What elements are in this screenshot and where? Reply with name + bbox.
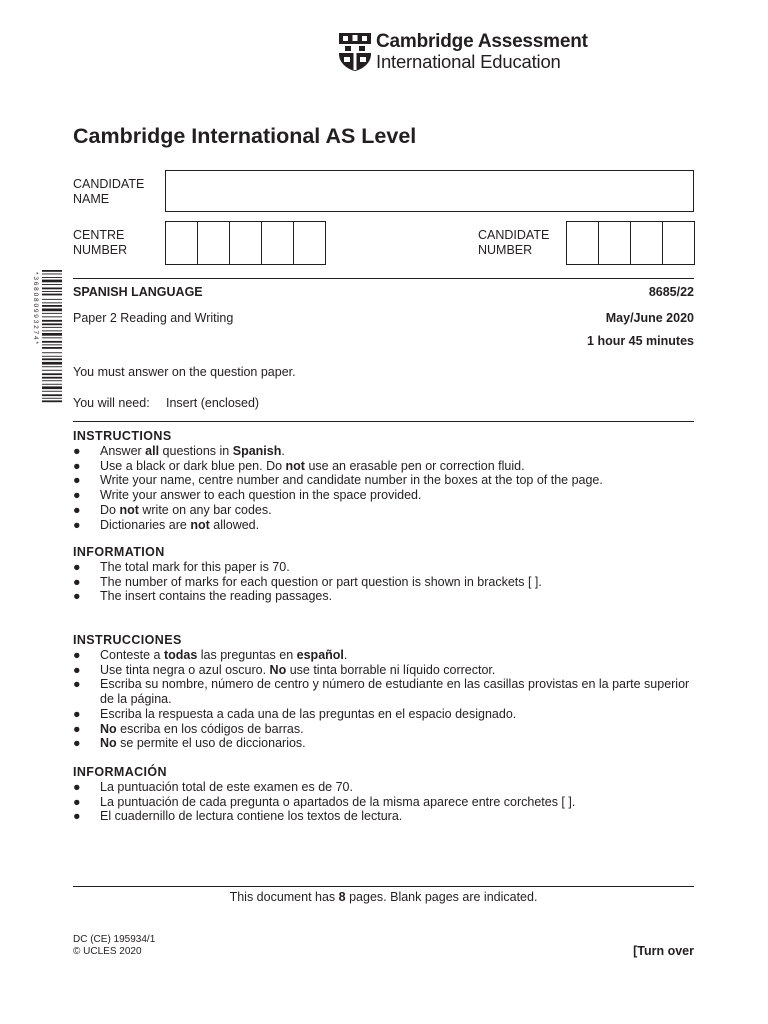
bullet-icon: ● <box>73 458 81 473</box>
exam-duration: 1 hour 45 minutes <box>587 334 694 348</box>
candidate-name-field[interactable] <box>165 170 694 212</box>
list-item: ● Conteste a todas las preguntas en español. <box>73 648 348 662</box>
centre-number-digit-box[interactable] <box>294 222 325 264</box>
barcode-digits: * 3 6 8 0 8 0 9 9 3 2 7 4 * <box>32 272 39 344</box>
barcode-bar <box>42 294 62 296</box>
need-value: Insert (enclosed) <box>166 396 260 410</box>
cambridge-shield-icon <box>338 32 372 72</box>
barcode-bar <box>42 280 62 283</box>
barcode-bar <box>42 288 62 290</box>
instrucciones-section <box>73 633 700 751</box>
exam-session: May/June 2020 <box>605 311 694 325</box>
list-item: ● No escriba en los códigos de barras. <box>73 721 304 736</box>
list-item: ● Escriba la respuesta a cada una de las preguntas en el espacio designado. <box>73 706 517 721</box>
informacion-heading: INFORMACIÓN <box>73 765 167 779</box>
barcode-bar <box>42 352 62 353</box>
list-item: ● Do not write on any bar codes. <box>73 502 272 517</box>
instrucciones-heading: INSTRUCCIONES <box>73 633 182 647</box>
bullet-icon: ● <box>73 574 81 589</box>
barcode-bar <box>42 309 62 312</box>
barcode-bar <box>42 373 62 375</box>
barcode-bar <box>42 305 62 307</box>
list-item: ● No se permite el uso de diccionarios. <box>73 736 306 751</box>
barcode-bar <box>42 327 62 328</box>
barcode-bar <box>42 384 62 385</box>
list-item: ● Dictionaries are not allowed. <box>73 517 260 532</box>
barcode-bar <box>42 362 62 365</box>
candidate-number-field[interactable] <box>566 221 695 265</box>
barcode-bar <box>42 391 62 392</box>
candidate-number-digit-box[interactable] <box>631 222 663 264</box>
syllabus-code: 8685/22 <box>648 285 694 299</box>
barcode-bar <box>42 284 62 285</box>
list-item: ● The total mark for this paper is 70. <box>73 560 290 574</box>
list-item: ● La puntuación de cada pregunta o apartados de la misma aparece entre corchetes [ ]. <box>73 794 576 809</box>
barcode-bar <box>42 341 62 343</box>
barcode-bar <box>42 302 62 303</box>
bullet-icon: ● <box>73 662 81 677</box>
informacion-list <box>73 780 700 824</box>
list-item: ● The insert contains the reading passages. <box>73 589 333 604</box>
bullet-icon: ● <box>73 560 81 574</box>
barcode-bar <box>42 313 62 314</box>
barcode-bar <box>42 394 62 396</box>
barcode-bar <box>42 398 62 399</box>
bullet-icon: ● <box>73 502 81 517</box>
barcode-bar <box>42 386 62 389</box>
bullet-icon: ● <box>73 780 81 794</box>
barcode-bar <box>42 274 62 275</box>
barcode-bar <box>42 330 62 331</box>
information-section <box>73 545 700 604</box>
centre-number-label: CENTRE NUMBER <box>73 228 128 257</box>
barcode-bar <box>42 291 62 292</box>
information-list <box>73 560 700 604</box>
instructions-list <box>73 444 700 532</box>
turn-over-note: [Turn over <box>633 944 694 958</box>
information-heading: INFORMATION <box>73 545 165 559</box>
list-item: ● Use a black or dark blue pen. Do not use an erasable pen or correction fluid. <box>73 458 525 473</box>
divider-top <box>73 278 694 279</box>
list-item: ● Answer all questions in Spanish. <box>73 444 285 458</box>
bullet-icon: ● <box>73 589 81 604</box>
centre-number-digit-box[interactable] <box>230 222 262 264</box>
candidate-name-label: CANDIDATE NAME <box>73 177 145 206</box>
bullet-icon: ● <box>73 794 81 809</box>
candidate-number-digit-box[interactable] <box>599 222 631 264</box>
bullet-icon: ● <box>73 677 81 692</box>
barcode-bar <box>42 380 62 381</box>
candidate-number-label: CANDIDATE NUMBER <box>478 228 550 257</box>
barcode-bar <box>42 333 62 336</box>
bullet-icon: ● <box>73 721 81 736</box>
divider-middle <box>73 421 694 422</box>
bullet-icon: ● <box>73 706 81 721</box>
barcode-bar <box>42 337 62 338</box>
list-item: ● Escriba su nombre, número de centro y número de estudiante en las casillas provistas en la parte superior de la página. <box>73 677 690 707</box>
list-item: ● Write your name, centre number and candidate number in the boxes at the top of the page. <box>73 473 603 488</box>
list-item: ● Use tinta negra o azul oscuro. No use tinta borrable ni líquido corrector. <box>73 662 496 677</box>
bullet-icon: ● <box>73 488 81 503</box>
barcode-bar <box>42 356 62 357</box>
centre-number-digit-box[interactable] <box>166 222 198 264</box>
instructions-section <box>73 429 700 532</box>
instructions-heading: INSTRUCTIONS <box>73 429 172 443</box>
barcode-bar <box>42 377 62 379</box>
list-item: ● Write your answer to each question in the space provided. <box>73 488 422 503</box>
barcode-bar <box>42 358 62 360</box>
barcode-bar <box>42 344 62 345</box>
qualification-title: Cambridge International AS Level <box>73 124 417 148</box>
cambridge-logo <box>338 32 588 72</box>
need-label: You will need: <box>73 396 150 410</box>
barcode-bar <box>42 316 62 317</box>
barcode <box>30 270 62 406</box>
centre-number-digit-box[interactable] <box>198 222 230 264</box>
copyright: © UCLES 2020 <box>73 946 142 957</box>
barcode-bar <box>42 270 62 272</box>
list-item: ● The number of marks for each question or part question is shown in brackets [ ]. <box>73 574 542 589</box>
list-item: ● El cuadernillo de lectura contiene los textos de lectura. <box>73 809 403 824</box>
barcode-bar <box>42 400 62 402</box>
barcode-bar <box>42 323 62 325</box>
centre-number-field[interactable] <box>165 221 326 265</box>
barcode-bar <box>42 366 62 367</box>
candidate-number-digit-box[interactable] <box>663 222 694 264</box>
centre-number-digit-box[interactable] <box>262 222 294 264</box>
page-count-note: This document has 8 pages. Blank pages are indicated. <box>229 890 538 904</box>
bullet-icon: ● <box>73 444 81 458</box>
subject-name: SPANISH LANGUAGE <box>73 285 203 299</box>
barcode-bar <box>42 370 62 371</box>
answer-note: You must answer on the question paper. <box>73 365 296 379</box>
informacion-section <box>73 765 700 824</box>
barcode-bar <box>42 320 62 322</box>
logo-line-1: Cambridge Assessment <box>376 31 588 52</box>
instrucciones-list <box>73 648 700 751</box>
candidate-number-digit-box[interactable] <box>567 222 599 264</box>
list-item: ● La puntuación total de este examen es de 70. <box>73 780 353 794</box>
barcode-bar <box>42 347 62 349</box>
footer-divider <box>73 886 694 887</box>
barcode-bar <box>42 277 62 278</box>
paper-title: Paper 2 Reading and Writing <box>73 311 234 325</box>
logo-line-2: International Education <box>376 51 561 72</box>
bullet-icon: ● <box>73 648 81 662</box>
bullet-icon: ● <box>73 809 81 824</box>
barcode-bar <box>42 299 62 300</box>
bullet-icon: ● <box>73 736 81 751</box>
document-code: DC (CE) 195934/1 <box>73 934 156 945</box>
bullet-icon: ● <box>73 473 81 488</box>
bullet-icon: ● <box>73 517 81 532</box>
